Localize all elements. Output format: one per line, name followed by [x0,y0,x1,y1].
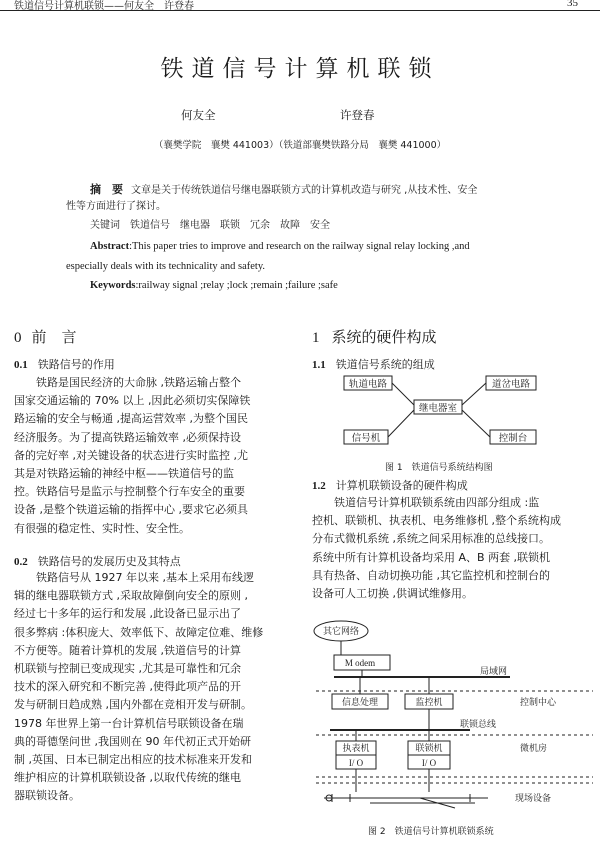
text-line: 控。铁路信号是监示与控制整个行车安全的重要 [14,485,245,499]
abstract-en-text-2: especially deals with its technicality and safety. [66,261,266,272]
abstract-cn-label: 摘 要 [90,183,123,196]
section-1-2-body [312,494,590,603]
text-line: 不方便等。随着计算机的发展 ,铁道信号的计算 [14,643,241,657]
figure-2-caption: 图 2 铁道信号计算机联锁系统 [368,827,494,837]
monitor-label: 监控机 [415,698,443,708]
text-line: 备的完好率 ,对关键设备的状态进行实时监控 ,尤 [14,448,248,462]
field-equipment-label: 现场设备 [515,794,552,804]
text-line: 辑的继电器联锁方式 ,采取故障倒向安全的原则 , [14,589,248,603]
abstract-cn-text-2: 性等方面进行了探讨。 [66,201,166,212]
author-1: 何友全 [181,108,216,122]
text-line: 具有热备、自动切换功能 ,其它监控机和控制台的 [312,568,550,582]
abstract-en-label: Abstract [90,241,130,252]
section-0-1-body [14,374,287,538]
text-line: 技术的深入研究和不断完善 ,使得此项产品的开 [14,680,241,694]
page-number: 35 [567,0,578,9]
section-1-title: 系统的硬件构成 [331,328,437,346]
relay-room-label: 继电器室 [418,403,458,414]
keywords-cn-label: 关键词 [90,220,120,231]
section-1-2-num: 1.2 [312,480,326,492]
text-line: 很多弊病 :体积庞大、效率低下、故障定位难、维修 [14,625,264,639]
control-center-label: 控制中心 [520,698,557,708]
text-line: 路运输的安全与畅通 ,提高运营效率 ,为整个国民 [14,412,248,426]
interlock-label: 联锁机 [415,744,443,754]
text-line: 经过七十多年的运行和发展 ,此设备已显示出了 [14,607,241,621]
section-0-2-heading [14,553,181,569]
section-1-1-title: 铁道信号系统的组成 [335,358,435,371]
section-0-2-body [14,569,287,806]
paper-title: 铁道信号计算机联锁 [160,56,440,82]
text-line: 制 ,英国、日本已制定出相应的技术标准来开发和 [14,753,252,767]
figure-1-caption: 图 1 铁道信号系统结构图 [385,463,493,473]
running-header: 铁道信号计算机联锁——何友全 许登春 [14,1,194,12]
abstract-cn-line-1 [90,182,477,199]
interlock-bus-label: 联锁总线 [460,720,497,730]
text-line: 铁路是国民经济的大命脉 ,铁路运输占整个 [36,376,241,389]
text-line: 维护相应的计算机联锁设备 ,以取代传统的继电 [14,771,241,785]
section-0-heading [14,326,77,347]
section-0-2-title: 铁路信号的发展历史及其特点 [37,555,181,568]
text-line: 分布式微机系统 ,系统之间采用标准的总线接口。 [312,532,550,546]
section-1-2-heading [312,477,468,493]
io-1-label: I/ O [348,758,364,768]
text-line: 系统中所有计算机设备均采用 A、B 两套 ,联锁机 [312,550,551,564]
keywords-cn [90,218,330,234]
other-network-label: 其它网络 [322,627,360,637]
text-line: 1978 年世界上第一台计算机信号联锁设备在瑞 [14,716,244,730]
keywords-en [90,278,338,294]
info-processing-label: 信息处理 [341,698,379,708]
text-line: 有很强的稳定性、实时性、安全性。 [14,521,190,535]
abstract-en-line-1 [90,239,470,255]
keywords-en-label: Keywords [90,280,136,291]
text-line: 其是对铁路运输的神经中枢——铁道信号的监 [14,467,234,481]
lan-label: 局域网 [480,667,508,677]
text-line: 铁路信号从 1927 年以来 ,基本上采用布线逻 [36,571,254,584]
section-1-1-heading [312,356,435,372]
abstract-en-text-1: :This paper tries to improve and research on the railway signal relay locking ,and [129,241,470,252]
text-line: 发与研制日趋成熟 ,国内外都在竞相开发与研制。 [14,698,252,712]
section-0-2-num: 0.2 [14,556,28,568]
modem-label: M odem [344,658,376,668]
text-line: 铁道信号计算机联锁系统由四部分组成 :监 [334,496,540,509]
signal-label: 信号机 [351,433,381,444]
section-0-title: 前 言 [31,328,77,346]
section-0-1-num: 0.1 [14,359,28,371]
section-0-1-heading [14,356,115,372]
section-0-num: 0 [14,330,22,346]
figure-2-diagram [310,618,595,823]
text-line: 机联锁与控制已变成现实 ,尤其是可靠性和冗余 [14,662,241,676]
section-1-heading [312,326,437,347]
switch-circuit-label: 道岔电路 [491,379,531,390]
figure-1-diagram [330,372,560,452]
keywords-cn-text: 铁道信号 继电器 联锁 冗余 故障 安全 [130,220,330,231]
text-line: 设备 ,是整个铁道运输的指挥中心 ,要求它必须具 [14,503,248,517]
track-circuit-label: 轨道电路 [348,379,388,390]
header-rule [0,10,600,11]
text-line: 国家交通运输的 70% 以上 ,因此必须切实保障铁 [14,394,251,408]
section-1-num: 1 [312,330,320,346]
abstract-cn-text-1: 文章是关于传统铁道信号继电器联锁方式的计算机改造与研究 ,从技术性、安全 [131,185,478,196]
micro-room-label: 微机房 [520,744,548,754]
console-label: 控制台 [498,433,528,444]
text-line: 控机、联锁机、执表机、电务维修机 ,整个系统构成 [312,514,561,528]
text-line: 典的哥德堡问世 ,我国则在 90 年代初正式开始研 [14,734,251,748]
exec-label: 执表机 [342,744,370,754]
io-2-label: I/ O [421,758,437,768]
section-1-1-num: 1.1 [312,359,326,371]
text-line: 设备可人工切换 ,供调试维修用。 [312,587,473,601]
section-0-1-title: 铁路信号的作用 [37,358,115,371]
section-1-2-title: 计算机联锁设备的硬件构成 [335,479,468,492]
text-line: 器联锁设备。 [14,789,80,803]
author-2: 许登春 [340,108,375,122]
keywords-en-text: :railway signal ;relay ;lock ;remain ;failure ;safe [135,280,338,291]
text-line: 经济服务。为了提高铁路运输效率 ,必须保持设 [14,430,241,444]
affiliation: （襄樊学院 襄樊 441003）（铁道部襄樊铁路分局 襄樊 441000） [153,140,447,151]
